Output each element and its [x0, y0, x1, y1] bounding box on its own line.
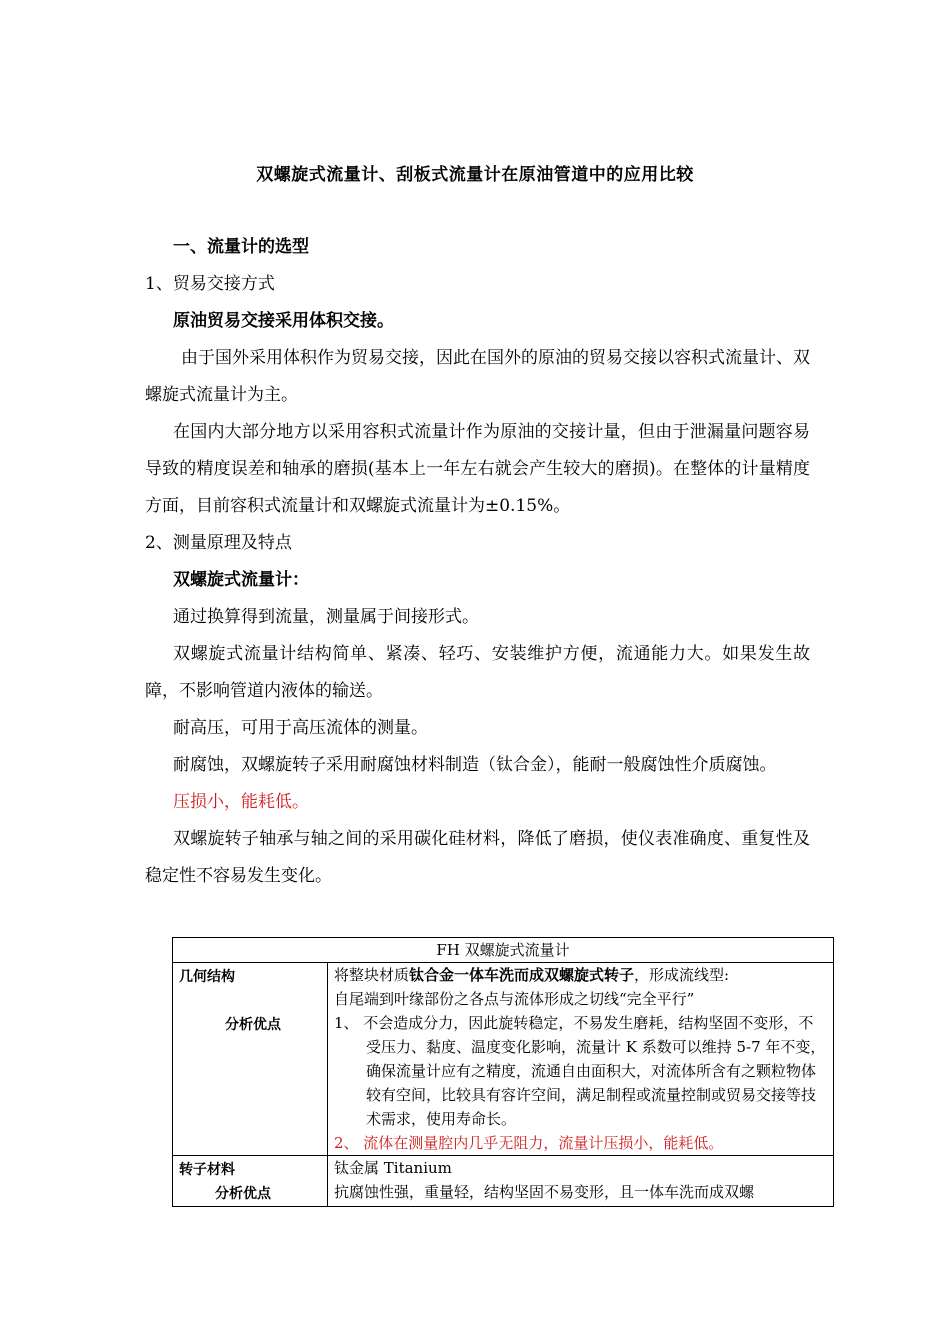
table-row	[173, 963, 834, 1156]
table-content-cell	[328, 963, 834, 1156]
paragraph: 双螺旋式流量计结构简单、紧凑、轻巧、安装维护方便，流通能力大。如果发生故障，不影响管道内液体的输送。	[145, 644, 810, 701]
bold-statement: 双螺旋式流量计：	[173, 570, 309, 590]
cell-line: 将整块材质钛合金一体车洗而成双螺旋式转子，形成流线型:	[334, 966, 730, 984]
list-item: 2、 流体在测量腔内几乎无阻力，流量计压损小，能耗低。	[334, 1134, 724, 1152]
row-sublabel: 分析优点	[215, 1186, 271, 1202]
subsection-heading: 2、测量原理及特点	[145, 533, 292, 553]
subsection-heading: 1、贸易交接方式	[145, 274, 275, 294]
paragraph: 耐高压，可用于高压流体的测量。	[173, 718, 428, 738]
highlight-paragraph: 压损小，能耗低。	[173, 792, 309, 812]
spec-table	[172, 937, 834, 1207]
row-label: 转子材料	[179, 1162, 235, 1178]
table-header-row	[173, 938, 834, 963]
section-heading: 一、流量计的选型	[173, 237, 309, 257]
paragraph: 在国内大部分地方以采用容积式流量计作为原油的交接计量，但由于泄漏量问题容易导致的精度误差和轴承的磨损(基本上一年左右就会产生较大的磨损)。在整体的计量精度方面，目前容积式流量计和双螺旋式流量计为±0.15%。	[145, 422, 810, 516]
bold-statement: 原油贸易交接采用体积交接。	[173, 311, 394, 331]
paragraph: 耐腐蚀，双螺旋转子采用耐腐蚀材料制造（钛合金），能耐一般腐蚀性介质腐蚀。	[173, 755, 777, 775]
row-label: 几何结构	[179, 969, 235, 985]
emphasis-text: 钛合金一体车洗而成双螺旋式转子	[409, 966, 635, 984]
paragraph: 通过换算得到流量，测量属于间接形式。	[173, 607, 479, 627]
row-sublabel: 分析优点	[225, 1017, 281, 1033]
document-title: 双螺旋式流量计、刮板式流量计在原油管道中的应用比较	[256, 165, 694, 185]
cell-line: 自尾端到叶缘部份之各点与流体形成之切线“完全平行”	[334, 990, 695, 1008]
document-body	[145, 229, 810, 895]
table-header: FH 双螺旋式流量计	[173, 938, 834, 963]
cell-line: 抗腐蚀性强，重量轻，结构坚固不易变形，且一体车洗而成双螺	[334, 1183, 755, 1201]
paragraph: 由于国外采用体积作为贸易交接，因此在国外的原油的贸易交接以容积式流量计、双螺旋式流量计为主。	[145, 348, 810, 405]
list-item: 1、 不会造成分力，因此旋转稳定，不易发生磨耗，结构坚固不变形，不受压力、黏度、温度变化影响，流量计 K 系数可以维持 5-7 年不变，确保流量计应有之精度，流通自由面积大，对流体所含有之颗粒物体较有空间，比较具有容许空间，满足制程或流量控制或贸易交接等技术需求，使用寿命长。	[334, 1014, 826, 1128]
table-label-cell	[173, 963, 328, 1156]
cell-line: 钛金属 Titanium	[334, 1159, 452, 1177]
table-label-cell	[173, 1156, 328, 1207]
paragraph: 双螺旋转子轴承与轴之间的采用碳化硅材料，降低了磨损，使仪表准确度、重复性及稳定性不容易发生变化。	[145, 829, 810, 886]
table-row	[173, 1156, 834, 1207]
table-content-cell	[328, 1156, 834, 1207]
